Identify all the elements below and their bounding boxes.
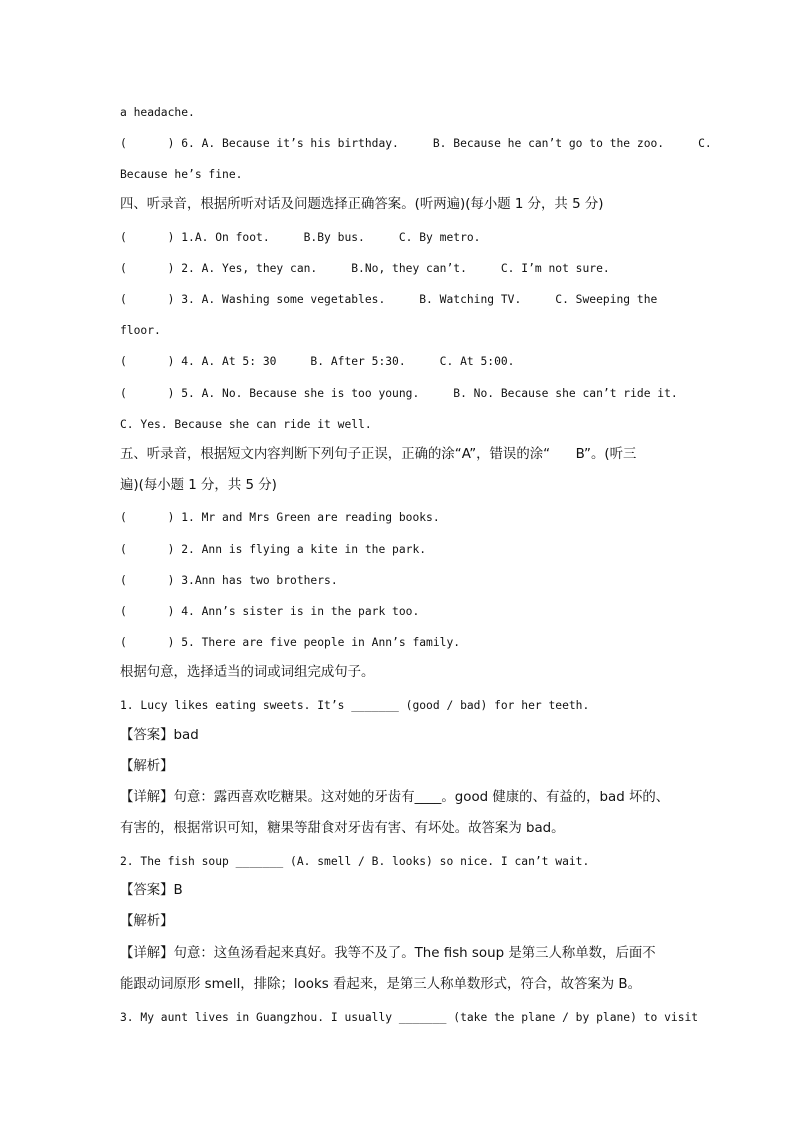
- section-5-question-5: ( ) 5. There are five people in Ann’s family.: [120, 636, 461, 649]
- fill-question-2: 2. The fish soup _______ (A. smell / B. looks) so nice. I can’t wait.: [120, 855, 590, 868]
- text-line: floor.: [120, 324, 161, 337]
- section-4-question-4: ( ) 4. A. At 5: 30 B. After 5:30. C. At 5:00.: [120, 355, 515, 368]
- section-5-question-3: ( ) 3.Ann has two brothers.: [120, 574, 338, 587]
- section-5-heading-cont: 遍)(每小题 1 分，共 5 分): [120, 478, 277, 493]
- section-5-question-1: ( ) 1. Mr and Mrs Green are reading books.: [120, 511, 440, 524]
- section-4-question-5: ( ) 5. A. No. Because she is too young. B. No. Because she can’t ride it.: [120, 387, 678, 400]
- section-4-heading: 四、听录音，根据所听对话及问题选择正确答案。(听两遍)(每小题 1 分，共 5 分): [120, 197, 604, 212]
- analysis-label: 【解析】: [120, 759, 174, 774]
- detail-explanation-cont: 有害的，根据常识可知，糖果等甜食对牙齿有害、有坏处。故答案为 bad。: [120, 821, 565, 836]
- answer-label: 【答案】bad: [120, 728, 199, 743]
- detail-explanation: 【详解】句意：这鱼汤看起来真好。我等不及了。The fish soup 是第三人称单数，后面不: [120, 946, 656, 961]
- section-5-heading: 五、听录音，根据短文内容判断下列句子正误，正确的涂“A”，错误的涂“ B”。(听三: [120, 447, 637, 462]
- fill-question-3: 3. My aunt lives in Guangzhou. I usually _______ (take the plane / by plane) to visit: [120, 1011, 699, 1024]
- detail-explanation: 【详解】句意：露西喜欢吃糖果。这对她的牙齿有____。good 健康的、有益的，bad 坏的、: [120, 790, 670, 805]
- section-4-question-1: ( ) 1.A. On foot. B.By bus. C. By metro.: [120, 231, 481, 244]
- section-4-question-3: ( ) 3. A. Washing some vegetables. B. Watching TV. C. Sweeping the: [120, 293, 658, 306]
- section-5-question-2: ( ) 2. Ann is flying a kite in the park.: [120, 543, 427, 556]
- answer-label: 【答案】B: [120, 883, 183, 898]
- question-6-options: ( ) 6. A. Because it’s his birthday. B. Because he can’t go to the zoo. C.: [120, 137, 712, 150]
- section-5-question-4: ( ) 4. Ann’s sister is in the park too.: [120, 605, 420, 618]
- detail-explanation-cont: 能跟动词原形 smell，排除；looks 看起来，是第三人称单数形式，符合，故答案为 B。: [120, 977, 641, 992]
- fill-question-1: 1. Lucy likes eating sweets. It’s _______ (good / bad) for her teeth.: [120, 699, 590, 712]
- text-line: a headache.: [120, 106, 195, 119]
- text-line: C. Yes. Because she can ride it well.: [120, 418, 372, 431]
- section-4-question-2: ( ) 2. A. Yes, they can. B.No, they can’t. C. I’m not sure.: [120, 262, 610, 275]
- analysis-label: 【解析】: [120, 914, 174, 929]
- section-6-heading: 根据句意，选择适当的词或词组完成句子。: [120, 665, 375, 680]
- text-line: Because he’s fine.: [120, 168, 243, 181]
